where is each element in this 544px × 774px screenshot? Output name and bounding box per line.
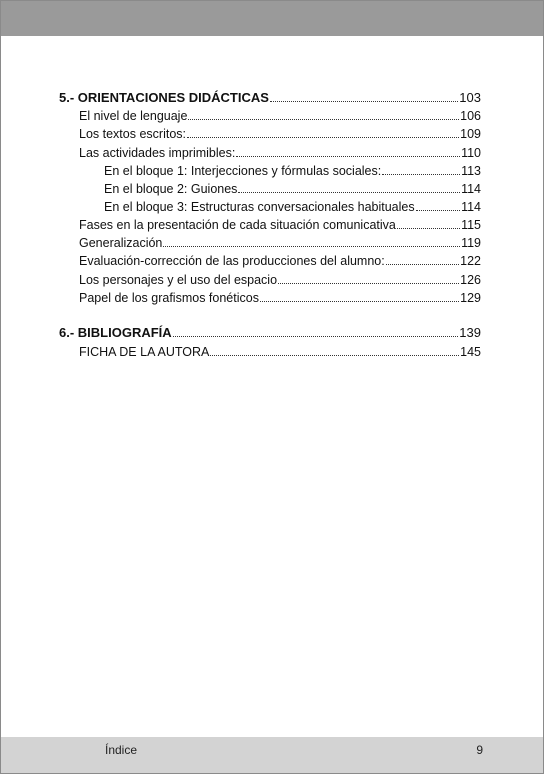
toc-heading-label: 5.- ORIENTACIONES DIDÁCTICAS (59, 90, 269, 105)
toc-page-number: 119 (461, 236, 481, 250)
toc-entry-label: En el bloque 1: Interjecciones y fórmulas sociales: (104, 164, 382, 178)
toc-entry-label: FICHA DE LA AUTORA (79, 345, 210, 359)
toc-leader-dots (187, 127, 459, 138)
toc-heading-section-6[interactable] (59, 326, 481, 340)
toc-leader-dots (386, 254, 459, 265)
toc-entry-label: En el bloque 3: Estructuras conversacionales habituales (104, 200, 415, 214)
toc-entry[interactable] (79, 291, 481, 305)
toc-page-number: 110 (461, 146, 481, 160)
footer-page-number: 9 (476, 743, 483, 757)
toc-leader-dots (382, 164, 460, 175)
toc-leader-dots (236, 146, 460, 157)
header-bar (1, 1, 543, 36)
toc-leader-dots (173, 326, 459, 337)
toc-page-number: 109 (460, 127, 481, 141)
toc-entry[interactable] (79, 345, 481, 359)
toc-leader-dots (210, 345, 459, 356)
toc-leader-dots (270, 91, 458, 102)
toc-heading-label: 6.- BIBLIOGRAFÍA (59, 325, 172, 340)
toc-leader-dots (397, 218, 460, 229)
toc-entry[interactable] (79, 236, 481, 250)
toc-leader-dots (416, 200, 460, 211)
toc-page-number: 145 (460, 345, 481, 359)
toc-entry-label: Las actividades imprimibles: (79, 146, 236, 160)
toc-entry-label: En el bloque 2: Guiones (104, 182, 238, 196)
toc-page-number: 113 (461, 164, 481, 178)
toc-page-number: 139 (459, 325, 481, 340)
toc-entry-label: Papel de los grafismos fonéticos (79, 291, 259, 305)
toc-entry[interactable] (79, 254, 481, 268)
toc-entry[interactable] (79, 146, 481, 160)
toc-page-number: 114 (461, 200, 481, 214)
toc-page-number: 122 (460, 254, 481, 268)
toc-subentry[interactable] (104, 164, 481, 178)
toc-entry-label: El nivel de lenguaje (79, 109, 188, 123)
toc-leader-dots (238, 182, 460, 193)
toc-entry-label: Fases en la presentación de cada situación comunicativa (79, 218, 396, 232)
toc-page-number: 129 (460, 291, 481, 305)
toc-entry[interactable] (79, 109, 481, 123)
toc-entry[interactable] (79, 218, 481, 232)
toc-page-number: 126 (460, 273, 481, 287)
toc-page-number: 106 (460, 109, 481, 123)
toc-leader-dots (278, 273, 459, 284)
toc-entry-label: Los textos escritos: (79, 127, 186, 141)
footer-section-label: Índice (105, 743, 138, 757)
footer-bar (1, 737, 543, 773)
toc-page-number: 114 (461, 182, 481, 196)
toc-leader-dots (260, 291, 459, 302)
toc-entry[interactable] (79, 127, 481, 141)
toc-subentry[interactable] (104, 200, 481, 214)
toc-page-number: 103 (459, 90, 481, 105)
toc-entry-label: Evaluación-corrección de las producciones del alumno: (79, 254, 385, 268)
toc-heading-section-5[interactable] (59, 91, 481, 105)
toc-subentry[interactable] (104, 182, 481, 196)
toc-entry-label: Generalización (79, 236, 163, 250)
toc-leader-dots (188, 109, 459, 120)
toc-entry-label: Los personajes y el uso del espacio (79, 273, 278, 287)
toc-entry[interactable] (79, 273, 481, 287)
toc-leader-dots (163, 236, 460, 247)
toc-page-number: 115 (461, 218, 481, 232)
